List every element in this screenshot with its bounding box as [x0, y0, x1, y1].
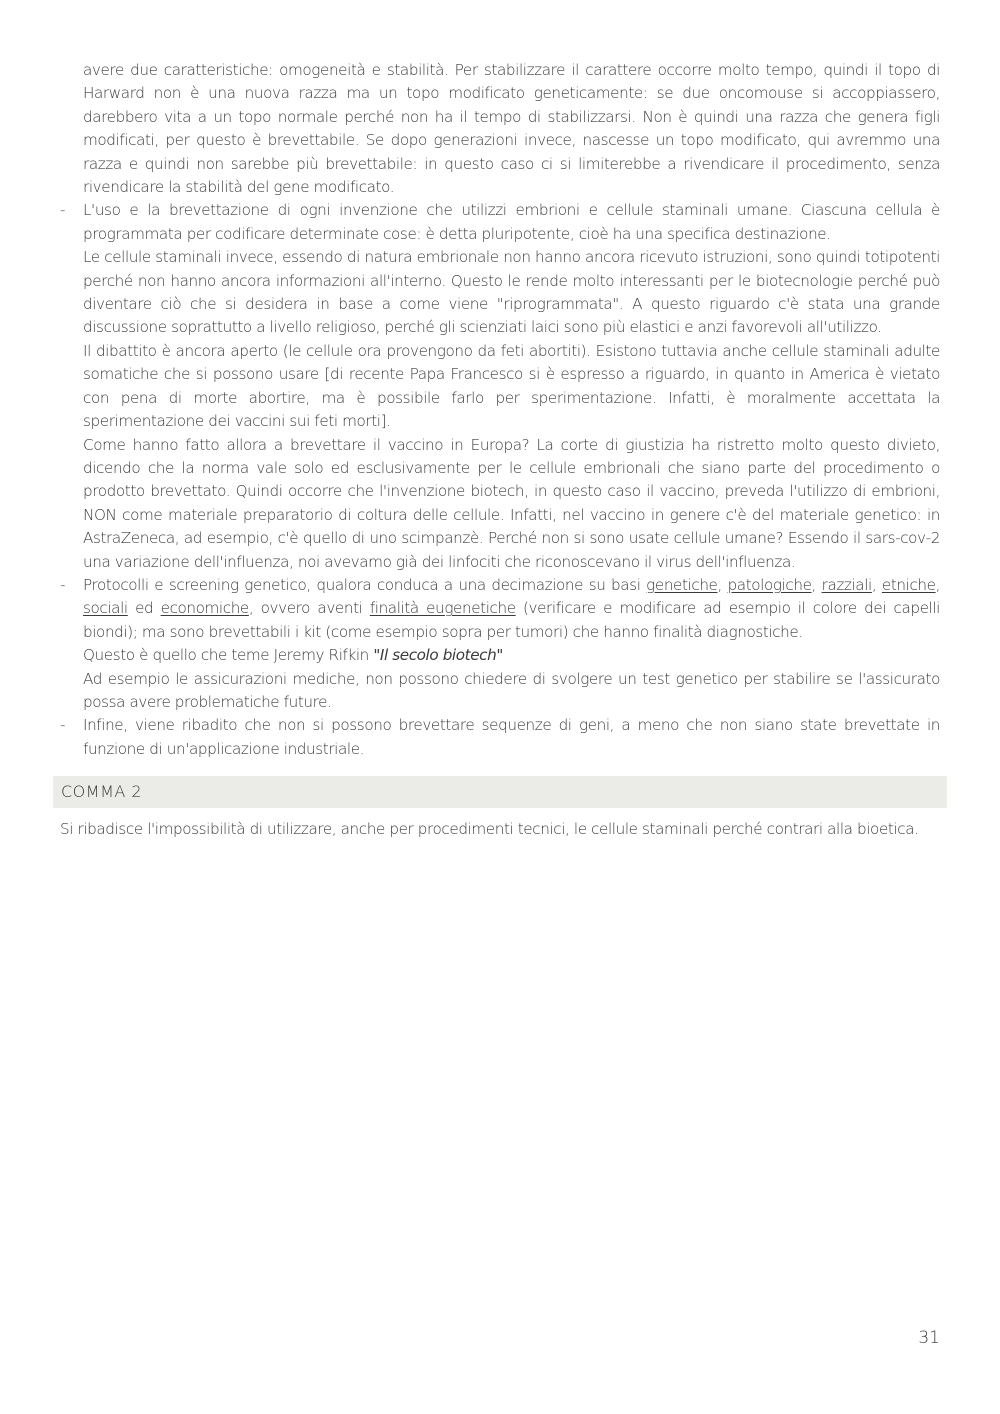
bullet-2-paragraph-1: Protocolli e screening genetico, qualora conduca a una decimazione su basi genetiche, patologiche, razziali, etniche, sociali ed economiche, ovvero aventi finalità eugenetiche (verificare e modificare ad esempio il colore dei capelli biondi); ma sono brevettabili i kit (come esempio sopra per tumori) che hanno finalità diagnostiche.	[83, 575, 941, 641]
book-title: "Il secolo biotech"	[373, 646, 503, 665]
underlined-term: razziali	[821, 575, 872, 594]
bullet-dash: -	[60, 716, 66, 735]
bullet-dash: -	[60, 201, 66, 220]
section-text: Si ribadisce l'impossibilità di utilizzare, anche per procedimenti tecnici, le cellule staminali perché contrari alla bioetica.	[60, 820, 919, 838]
bullet-dash: -	[60, 575, 66, 594]
underlined-term: etniche	[881, 575, 936, 594]
list-item-sequenze-geni	[60, 714, 940, 761]
main-content	[60, 59, 940, 761]
bullet-1-paragraph-4: Come hanno fatto allora a brevettare il vaccino in Europa? La corte di giustizia ha ristretto molto questo divieto, dicendo che la norma vale solo ed esclusivamente per le cellule embrionali che siano parte del procedimento o prodotto brevettato. Quindi occorre che l'invenzione biotech, in questo caso il vaccino, preveda l'utilizzo di embrioni, NON come materiale preparatorio di coltura delle cellule. Infatti, nel vaccino in genere c'è del materiale genetico: in AstraZeneca, ad esempio, c'è quello di uno scimpanzè. Perché non si sono usate cellule umane? Essendo il sars-cov-2 una variazione dell'influenza, noi avevamo già dei linfociti che riconoscevano il virus dell'influenza.	[83, 435, 940, 571]
bullet-3-paragraph-1: Infine, viene ribadito che non si possono brevettare sequenze di geni, a meno che non siano state brevettate in funzione di un'applicazione industriale.	[83, 716, 940, 758]
section-heading: COMMA 2	[53, 776, 947, 808]
underlined-term: patologiche	[727, 575, 812, 594]
bullet-2-paragraph-2: Questo è quello che teme Jeremy Rifkin "Il secolo biotech"	[83, 646, 503, 665]
bullet-1-paragraph-2: Le cellule staminali invece, essendo di natura embrionale non hanno ancora ricevuto istruzioni, sono quindi totipotenti perché non hanno ancora informazioni all'interno. Questo le rende molto interessanti per le biotecnologie perché può diventare ciò che si desidera in base a come viene "riprogrammata". A questo riguardo c'è stata una grande discussione soprattutto a livello religioso, perché gli scienziati laici sono più elastici e anzi favorevoli all'utilizzo.	[83, 248, 940, 337]
underlined-term: genetiche	[646, 575, 718, 594]
bullet-1-paragraph-1: L'uso e la brevettazione di ogni invenzione che utilizzi embrioni e cellule staminali umane. Ciascuna cellula è programmata per codificare determinate cose: è detta pluripotente, cioè ha una specifica destinazione.	[83, 201, 940, 243]
page-number: 31	[918, 1328, 940, 1348]
underlined-term: sociali	[83, 599, 128, 618]
underlined-term: finalità eugenetiche	[369, 599, 516, 618]
list-item-embrioni	[60, 199, 940, 574]
intro-paragraph: avere due caratteristiche: omogeneità e stabilità. Per stabilizzare il carattere occorre molto tempo, quindi il topo di Harward non è una nuova razza ma un topo modificato geneticamente: se due oncomouse si accoppiassero, darebbero vita a un topo normale perché non ha il tempo di stabilizzarsi. Non è quindi una razza che genera figli modificati, per questo è brevettabile. Se dopo generazioni invece, nascesse un topo modificato, qui avremmo una razza e quindi non sarebbe più brevettabile: in questo caso ci si limiterebbe a rivendicare il procedimento, senza rivendicare la stabilità del gene modificato.	[83, 61, 940, 197]
bullet-2-paragraph-3: Ad esempio le assicurazioni mediche, non possono chiedere di svolgere un test genetico per stabilire se l'assicurato possa avere problematiche future.	[83, 669, 940, 711]
bullet-1-paragraph-3: Il dibattito è ancora aperto (le cellule ora provengono da feti abortiti). Esistono tuttavia anche cellule staminali adulte somatiche che si possono usare [di recente Papa Francesco si è espresso a riguardo, in quanto in America è vietato con pena di morte abortire, ma è possibile farlo per sperimentazione. Infatti, è moralmente accettata la sperimentazione dei vaccini sui feti morti].	[83, 341, 940, 431]
list-item-protocolli	[60, 574, 940, 714]
underlined-term: economiche	[160, 599, 249, 618]
